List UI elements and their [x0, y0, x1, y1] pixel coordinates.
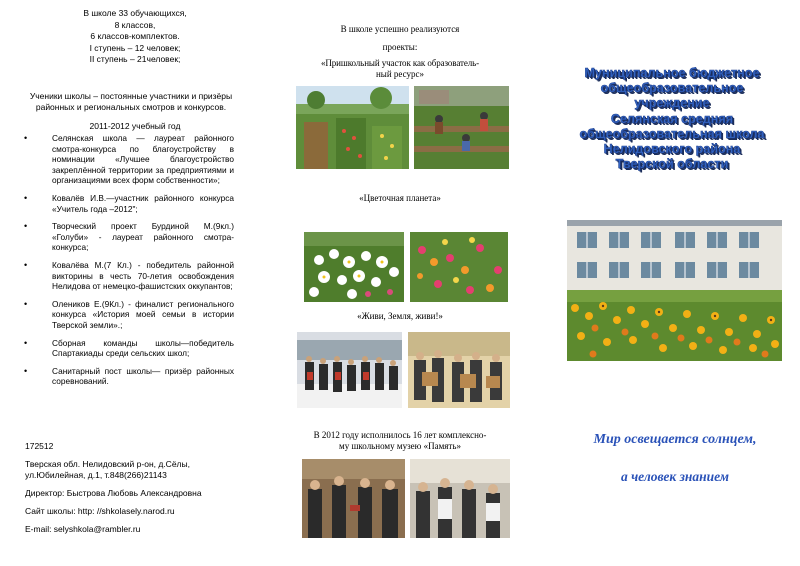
- garden-photo-1-image: [296, 86, 409, 169]
- museum-photo-1: [302, 459, 405, 538]
- list-item: • Ковалёв И.В.—участник районного конкурса «Учитель года –2012";: [22, 193, 234, 214]
- garden-photo-2: [414, 86, 509, 169]
- title-line: Муниципальное бюджетное: [584, 66, 760, 80]
- stats-line: 6 классов-комплектов.: [90, 31, 180, 41]
- list-item: • Сборная команды школы—победитель Спартакиады среди сельских школ;: [22, 338, 234, 359]
- project-garden-title: «Пришкольный участок как образователь-: [320, 58, 480, 68]
- email-link[interactable]: E-mail: selyshkola@rambler.ru: [25, 524, 141, 534]
- contacts: [25, 441, 265, 535]
- motto-line-1: Мир освещается солнцем,: [593, 432, 757, 447]
- list-item: • Санитарный пост школы— призёр районных соревнований.: [22, 366, 234, 387]
- title-line: учреждение: [634, 96, 710, 111]
- school-title: [574, 66, 770, 172]
- title-line: Тверской области: [615, 157, 729, 172]
- students-intro: Ученики школы – постоянные участники и призёры районных и региональных смотров и конкурсов.: [29, 91, 233, 112]
- earth-photo-1-image: [297, 332, 402, 408]
- school-building-photo: [567, 220, 782, 361]
- director: Директор: Быстрова Любовь Александровна: [25, 488, 202, 498]
- address-line-2: ул.Юбилейная, д.1, т.848(266)21143: [25, 470, 167, 480]
- stats-line: I ступень – 12 человек;: [89, 42, 181, 53]
- school-stats: [20, 8, 250, 66]
- museum-caption: [285, 430, 515, 452]
- year-heading: 2011-2012 учебный год: [89, 121, 181, 131]
- museum-caption-line-1: В 2012 году исполнилось 16 лет комплексно-: [313, 430, 487, 440]
- project-garden-title-cont: ный ресурс»: [375, 69, 425, 79]
- projects-intro-2: проекты:: [382, 42, 418, 52]
- flower-photo-2-image: [410, 232, 508, 302]
- project-earth-title: «Живи, Земля, живи!»: [357, 311, 443, 321]
- flower-photo-1-image: [304, 232, 404, 302]
- museum-photo-2-image: [410, 459, 510, 538]
- postcode: 172512: [25, 441, 54, 451]
- motto-line-2: а человек знанием: [620, 469, 730, 484]
- museum-photo-2: [410, 459, 510, 538]
- garden-photo-2-image: [414, 86, 509, 169]
- project-flower-title: «Цветочная планета»: [359, 193, 441, 203]
- list-item: • Селянская школа — лауреат районного смотра-конкурса по благоустройству в номинации «Лучшее благоустройство закреплённой территории за предприятиями и организациями всех форм собственности»;: [22, 133, 234, 186]
- museum-caption-line-2: му школьному музею «Память»: [339, 441, 461, 451]
- garden-photo-1: [296, 86, 409, 169]
- title-line: общеобразовательная школа: [579, 126, 765, 141]
- stats-line: II ступень – 21человек;: [89, 54, 181, 64]
- title-line: Селянская средняя: [610, 111, 734, 126]
- list-item: • Ковалёва М.(7 Кл.) - победитель районной викторины в честь 70-летия освобождения Нелидова от немецко-фашистских оккупантов;: [22, 260, 234, 292]
- projects-intro: В школе успешно реализуются: [340, 24, 460, 34]
- stats-line: В школе 33 обучающихся,: [83, 8, 187, 18]
- list-item: • Творческий проект Бурдиной М.(9кл.) «Голуби» - лауреат районного смотра-конкурса;: [22, 221, 234, 253]
- list-item: • Олеников Е.(9Кл.) - финалист регионального конкурса «История моей семьи в истории Тверской земли».;: [22, 299, 234, 331]
- address: Тверская обл. Нелидовский р-он, д.Сёлы,: [25, 459, 190, 469]
- flower-photo-2: [410, 232, 508, 302]
- earth-photo-1: [297, 332, 402, 408]
- title-line: общеобразовательное: [600, 81, 744, 96]
- stats-line: 8 классов,: [114, 19, 156, 30]
- school-building-image: [567, 220, 782, 361]
- earth-photo-2-image: [408, 332, 510, 408]
- achievements-list: [22, 133, 234, 394]
- title-line: Нелидовского района: [603, 142, 741, 157]
- flower-photo-1: [304, 232, 404, 302]
- earth-photo-2: [408, 332, 510, 408]
- site-link[interactable]: Сайт школы: http: //shkolasely.narod.ru: [25, 506, 175, 516]
- museum-photo-1-image: [302, 459, 405, 538]
